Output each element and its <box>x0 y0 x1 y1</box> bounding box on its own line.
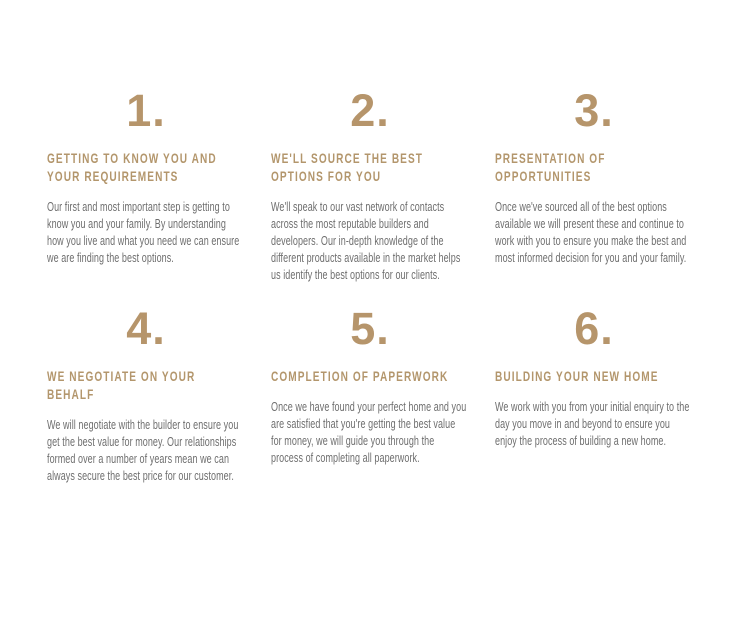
step-3 <box>495 85 693 284</box>
step-4 <box>47 303 245 485</box>
step-6-title: BUILDING YOUR NEW HOME <box>495 368 659 384</box>
step-3-number: 3. <box>574 85 614 136</box>
step-5-description: Once we have found your perfect home and you are satisfied that you're getting the best value for money, we will guide you through the process of completing all paperwork. <box>271 400 467 465</box>
step-2-description: We'll speak to our vast network of contacts across the most reputable builders and developers. Our in-depth knowledge of the different products available in the market helps us identify the best options for our clients. <box>271 200 461 282</box>
step-6-description: We work with you from your initial enquiry to the day you move in and beyond to ensure you enjoy the process of building a new home. <box>495 400 690 448</box>
step-5-number: 5. <box>350 303 390 354</box>
step-6 <box>495 303 693 485</box>
steps-row-bottom <box>47 303 693 485</box>
step-5-title: COMPLETION OF PAPERWORK <box>271 368 449 384</box>
step-3-title: PRESENTATION OF OPPORTUNITIES <box>495 150 606 184</box>
step-4-number: 4. <box>126 303 166 354</box>
step-4-description: We will negotiate with the builder to ensure you get the best value for money. Our relationships formed over a number of years mean we can always secure the best price for our customer. <box>47 418 239 483</box>
step-2-number: 2. <box>350 85 390 136</box>
step-2-title: WE'LL SOURCE THE BEST OPTIONS FOR YOU <box>271 150 424 184</box>
step-1-description: Our first and most important step is getting to know you and your family. By understanding how you live and what you need we can ensure we are finding the best options. <box>47 200 240 265</box>
step-3-description: Once we've sourced all of the best options available we will present these and continue to work with you to ensure you make the best and most informed decision for you and your family. <box>495 200 687 265</box>
step-6-number: 6. <box>574 303 614 354</box>
step-1-number: 1. <box>126 85 166 136</box>
step-1 <box>47 85 245 284</box>
step-4-title: WE NEGOTIATE ON YOUR BEHALF <box>47 368 196 402</box>
step-5 <box>271 303 469 485</box>
step-1-title: GETTING TO KNOW YOU AND YOUR REQUIREMENTS <box>47 150 217 184</box>
steps-row-top <box>47 85 693 284</box>
step-2 <box>271 85 469 284</box>
